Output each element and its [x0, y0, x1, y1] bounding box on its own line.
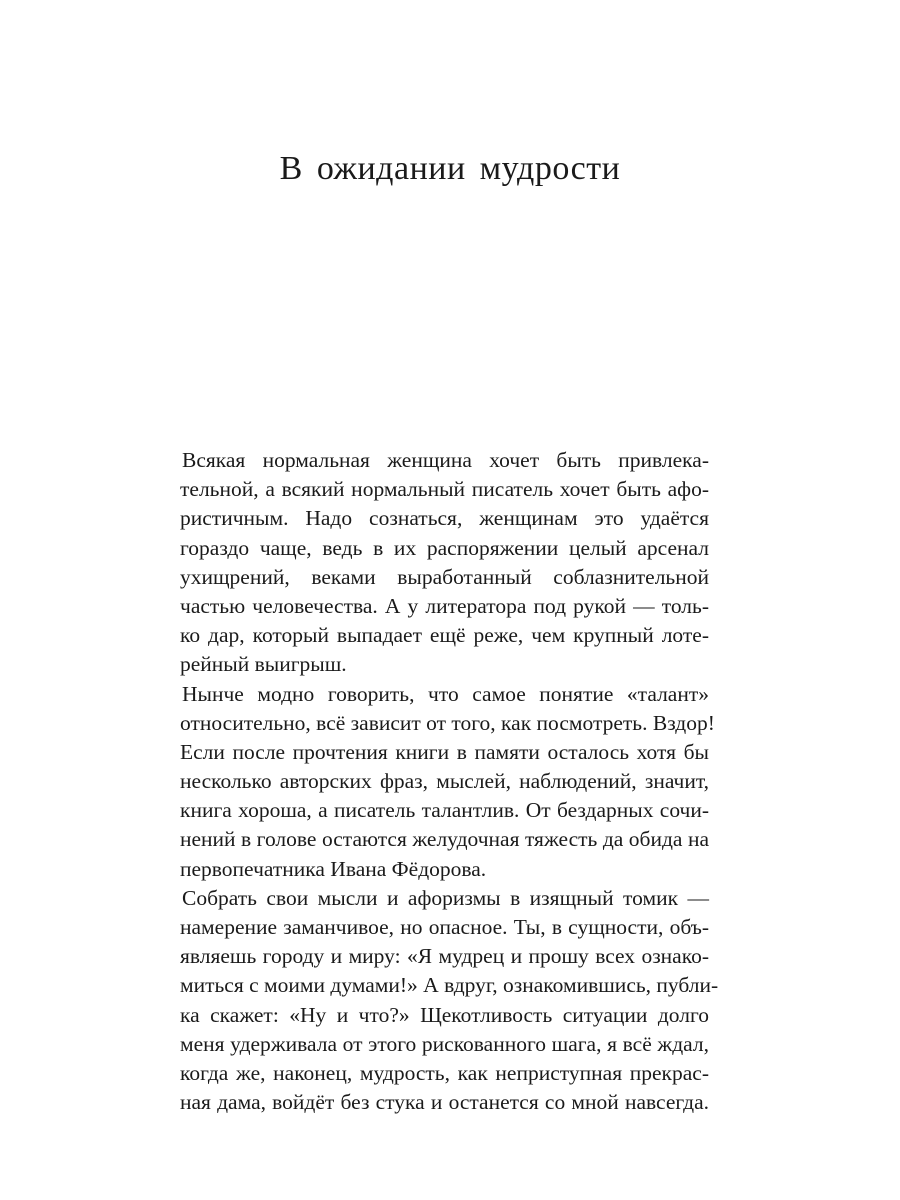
- text-line: рейный выигрыш.: [180, 652, 347, 677]
- text-line: ко дар, который выпадает ещё реже, чем крупный лоте-: [180, 623, 709, 648]
- paragraph-2: [180, 680, 715, 884]
- paragraph-3: [180, 884, 719, 1118]
- text-line: гораздо чаще, ведь в их распоряжении целый арсенал: [180, 535, 709, 560]
- paragraph-1: [180, 446, 709, 680]
- text-line: частью человечества. А у литератора под рукой — толь-: [180, 593, 709, 618]
- text-line: Собрать свои мысли и афоризмы в изящный томик —: [182, 885, 709, 910]
- text-line: меня удерживала от этого рискованного шага, я всё ждал,: [180, 1031, 709, 1056]
- text-line: Нынче модно говорить, что самое понятие «талант»: [182, 681, 709, 706]
- text-line: первопечатника Ивана Фёдорова.: [180, 856, 487, 881]
- text-line: когда же, наконец, мудрость, как неприступная прекрас-: [180, 1060, 709, 1085]
- text-line: ная дама, войдёт без стука и останется со мной навсегда.: [180, 1090, 709, 1115]
- text-line: миться с моими думами!» А вдруг, ознакомившись, публи-: [180, 973, 719, 998]
- text-line: Всякая нормальная женщина хочет быть привлека-: [182, 448, 709, 472]
- chapter-title: В ожидании мудрости: [279, 150, 621, 187]
- text-line: ристичным. Надо сознаться, женщинам это удаётся: [180, 506, 709, 531]
- text-line: нений в голове остаются желудочная тяжесть да обида на: [180, 827, 709, 852]
- text-line: намерение заманчивое, но опасное. Ты, в сущности, объ-: [180, 915, 709, 939]
- text-line: Если после прочтения книги в памяти осталось хотя бы: [180, 739, 709, 764]
- text-line: ухищрений, веками выработанный соблазнительной: [180, 564, 709, 589]
- text-line: несколько авторских фраз, мыслей, наблюдений, значит,: [180, 769, 709, 794]
- text-line: являешь городу и миру: «Я мудрец и прошу всех ознако-: [180, 944, 709, 969]
- text-line: относительно, всё зависит от того, как посмотреть. Вздор!: [180, 710, 715, 735]
- text-line: книга хороша, а писатель талантлив. От бездарных сочи-: [180, 798, 709, 823]
- text-line: тельной, а всякий нормальный писатель хочет быть афо-: [180, 477, 709, 502]
- text-line: ка скажет: «Ну и что?» Щекотливость ситуации долго: [180, 1002, 709, 1027]
- body-text: [180, 446, 719, 1117]
